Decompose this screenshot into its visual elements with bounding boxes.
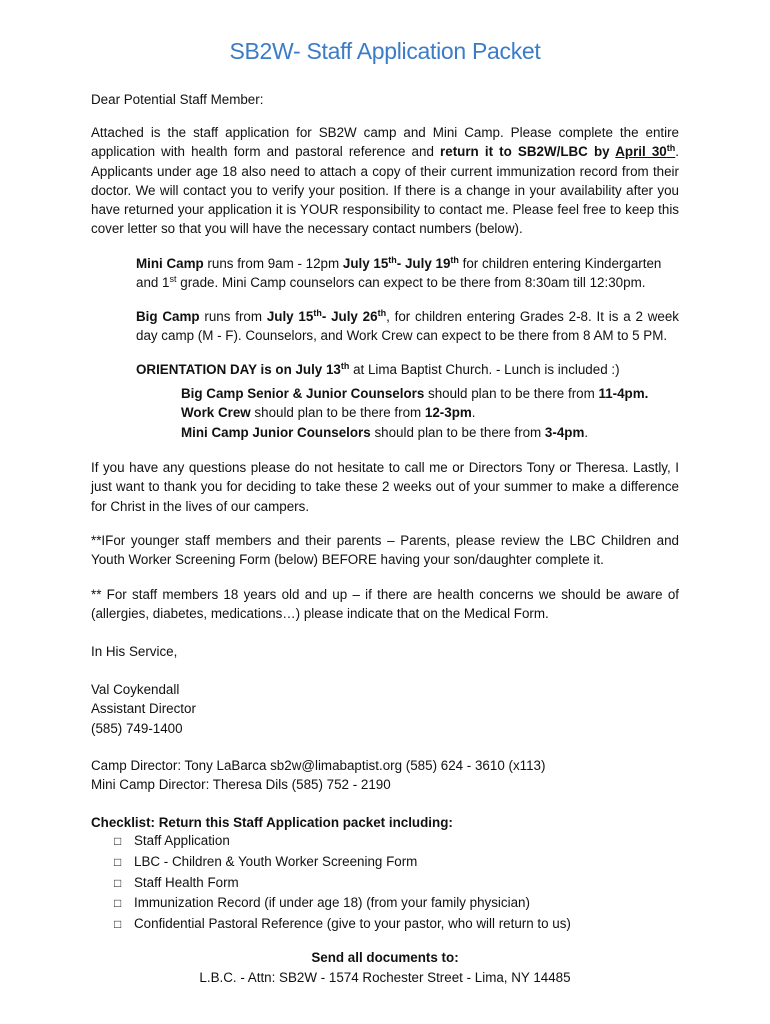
schedule-mini-camp-end: . <box>584 424 589 440</box>
questions-paragraph: If you have any questions please do not hesitate to call me or Directors Tony or Theresa. Lastly, I just want to thank you for deciding to take these 2 weeks out of your summer to make a difference for Christ in the lives of our campers. <box>91 460 679 514</box>
younger-staff-note: **IFor younger staff members and their parents – Parents, please review the LBC Children and Youth Worker Screening Form (below) BEFORE having your son/daughter complete it. <box>91 533 679 568</box>
schedule-big-camp-time: 11-4pm. <box>598 386 649 401</box>
checklist-item <box>114 914 674 935</box>
orientation-label-text: ORIENTATION DAY is on July 13 <box>136 362 341 377</box>
send-title-text: Send all documents to: <box>311 950 459 965</box>
intro-paragraph <box>91 123 679 239</box>
schedule-work-crew-role: Work Crew <box>181 405 251 421</box>
checklist-item <box>114 893 674 914</box>
schedule-mini-camp <box>181 423 679 442</box>
checkbox-icon: □ <box>114 917 122 932</box>
orientation-schedule <box>181 384 679 442</box>
schedule-work-crew-end: . <box>471 405 476 421</box>
schedule-mini-camp-time: 3-4pm <box>544 424 585 440</box>
intro-deadline-date <box>615 144 675 159</box>
intro-date-text: April 30 <box>615 144 667 160</box>
intro-text-2: . Applicants under age 18 also need to attach a copy of their current immunization record from their doctor. We will contact you to verify your position. If there is a change in your availability after you have returned your application it is YOUR responsibility to contact me. Please feel free to keep this cover letter so that you will have the necessary contact numbers (below). <box>91 144 679 237</box>
mini-camp-date-1: July 15 <box>342 256 389 271</box>
checklist-item-label: Staff Health Form <box>134 874 239 890</box>
closing: In His Service, <box>91 644 178 659</box>
big-camp-date-2-sup: th <box>377 308 387 318</box>
checkbox-icon: □ <box>114 834 122 848</box>
checklist-item-label: Confidential Pastoral Reference (give to your pastor, who will return to us) <box>134 916 571 932</box>
schedule-work-crew-text: should plan to be there from <box>250 405 425 421</box>
mini-camp-grade-sup: st <box>169 274 177 285</box>
signature-phone: (585) 749-1400 <box>91 720 183 736</box>
orientation-label <box>136 362 349 377</box>
checklist-item-label: Staff Application <box>134 833 230 848</box>
big-camp-date-2: - July 26 <box>321 309 378 324</box>
schedule-work-crew <box>181 403 679 422</box>
mini-camp-dates <box>343 256 459 271</box>
schedule-big-camp <box>181 384 679 403</box>
big-camp-text-2: , for children entering Grades 2-8. It is a 2 week day camp (M - F). Counselors, and Work Crew can expect to be there from 8 AM to 5 PM. <box>136 309 679 344</box>
mini-camp-text-3: grade. Mini Camp counselors can expect to be there from 8:30am till 12:30pm. <box>176 275 646 291</box>
mini-camp-text-2: for children entering Kindergarten and 1 <box>136 256 662 291</box>
schedule-mini-camp-role: Mini Camp Junior Counselors <box>181 424 371 440</box>
signature-block <box>91 680 679 738</box>
checklist-title-text: Checklist: Return this Staff Application packet including: <box>91 815 453 830</box>
adult-staff-note: ** For staff members 18 years old and up – if there are health concerns we should be aware of (allergies, diabetes, medications…) please indicate that on the Medical Form. <box>91 587 679 622</box>
checklist-item-label: LBC - Children & Youth Worker Screening Form <box>134 853 418 869</box>
checklist-item <box>114 873 674 894</box>
signature-role: Assistant Director <box>91 701 196 717</box>
orientation-label-sup: th <box>340 361 350 371</box>
mini-camp-text-1: runs from 9am - 12pm <box>203 256 343 271</box>
big-camp-dates <box>267 309 386 324</box>
checklist-item <box>114 831 674 852</box>
orientation-text: at Lima Baptist Church. - Lunch is included :) <box>349 362 620 377</box>
big-camp-paragraph <box>136 307 679 346</box>
mini-camp-director-contact: Mini Camp Director: Theresa Dils (585) 752 - 2190 <box>91 777 391 793</box>
intro-deadline <box>440 144 675 159</box>
mini-camp-label: Mini Camp <box>136 256 204 271</box>
checklist <box>114 831 674 935</box>
signature-name: Val Coykendall <box>91 682 180 697</box>
mini-camp-date-1-sup: th <box>388 255 397 265</box>
schedule-work-crew-time: 12-3pm <box>424 405 472 421</box>
camp-director-contact: Camp Director: Tony LaBarca sb2w@limabaptist.org (585) 624 - 3610 (x113) <box>91 758 546 773</box>
mini-camp-date-2: - July 19 <box>396 256 451 271</box>
checklist-item-label: Immunization Record (if under age 18) (from your family physician) <box>134 895 530 911</box>
orientation-paragraph <box>136 360 679 379</box>
checklist-item <box>114 852 674 873</box>
send-title <box>0 948 770 968</box>
schedule-big-camp-role: Big Camp Senior & Junior Counselors <box>181 386 425 401</box>
intro-return-text: return it to SB2W/LBC by <box>440 144 616 160</box>
schedule-mini-camp-text: should plan to be there from <box>370 424 545 440</box>
big-camp-text-1: runs from <box>199 309 267 324</box>
schedule-big-camp-text: should plan to be there from <box>424 386 599 401</box>
intro-date-sup: th <box>666 143 676 154</box>
checkbox-icon: □ <box>114 896 122 911</box>
mini-camp-date-2-sup: th <box>450 255 459 265</box>
salutation: Dear Potential Staff Member: <box>91 92 264 107</box>
checkbox-icon: □ <box>114 875 122 890</box>
mini-camp-paragraph <box>136 254 679 293</box>
intro-text-1: Attached is the staff application for SB2W camp and Mini Camp. Please complete the entire application with health form and pastoral reference and <box>91 125 679 160</box>
checkbox-icon: □ <box>114 854 122 869</box>
checklist-title <box>91 813 679 832</box>
mailing-address: L.B.C. - Attn: SB2W - 1574 Rochester Street - Lima, NY 14485 <box>199 970 571 985</box>
contacts-block <box>91 756 679 795</box>
page-title: SB2W- Staff Application Packet <box>229 38 541 64</box>
big-camp-date-1: July 15 <box>266 309 314 324</box>
big-camp-label: Big Camp <box>136 309 200 324</box>
big-camp-date-1-sup: th <box>313 308 322 318</box>
